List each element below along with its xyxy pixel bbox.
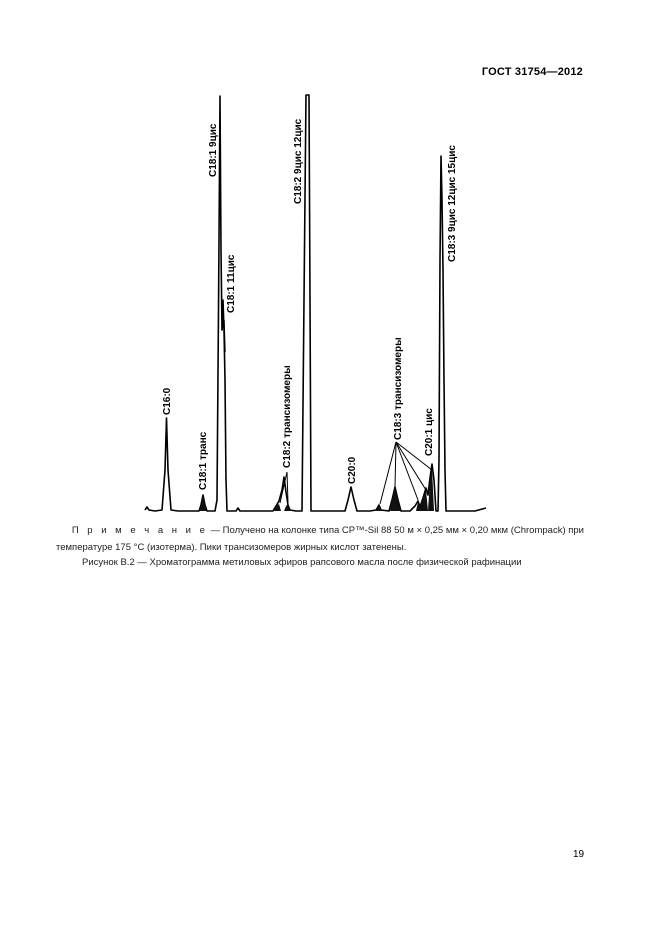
peak-label-c18-1-11cis: C18:1 11цис <box>226 254 237 313</box>
trans-peak-c18-1 <box>199 494 207 511</box>
peak-label-c18-3-9cis-12cis-15cis: C18:3 9цис 12цис 15цис <box>447 145 458 262</box>
peak-label-c18-1-trans: C18:1 транс <box>198 431 209 490</box>
standard-number: ГОСТ 31754—2012 <box>481 66 583 78</box>
figure-caption: Рисунок В.2 — Хроматограмма метиловых эфиров рапсового масла после физической рафинации <box>82 557 522 568</box>
peak-label-c18-2-9cis-12cis: C18:2 9цис 12цис <box>293 118 304 204</box>
note-prefix: П р и м е ч а н и е <box>71 525 208 536</box>
peak-label-c20-0: C20:0 <box>347 456 358 484</box>
note-text: — Получено на колонке типа CP™-Sil 88 50 м × 0,25 мм × 0,20 мкм (Chrompack) при температуре 175 °C (изотерма). Пики трансизомеров жирных кислот затенены. <box>56 525 584 553</box>
peak-label-c20-1-cis: C20:1 цис <box>424 408 435 456</box>
page-number: 19 <box>573 849 585 860</box>
figure-note <box>56 522 596 556</box>
peak-label-c18-3-trans: C18:3 трансизомеры <box>393 337 404 440</box>
peak-label-c18-2-trans: C18:2 трансизомеры <box>282 365 293 468</box>
peak-label-c18-1-9cis: C18:1 9цис <box>208 123 219 177</box>
peak-label-c16-0: C16:0 <box>162 387 173 415</box>
trans-pointer-c18-3-b <box>395 442 396 487</box>
